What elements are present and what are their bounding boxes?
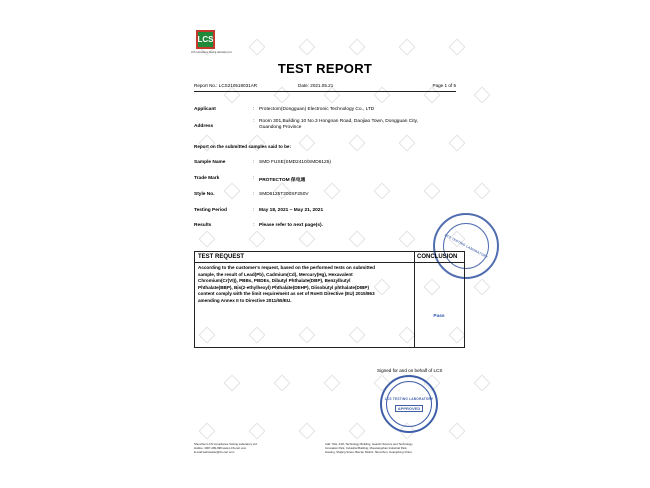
approval-stamp-text: LCS TESTING LABORATORY [384, 396, 434, 401]
style-no-value: SMD6125T200SF250V [259, 192, 309, 197]
watermark-diamond [424, 183, 441, 200]
results-value: Please refer to next page(s). [259, 223, 323, 228]
results-label: Results [194, 223, 212, 228]
report-page [183, 23, 489, 465]
watermark-diamond [199, 231, 216, 248]
report-date [298, 83, 333, 88]
watermark-diamond [474, 279, 491, 296]
address-line-2: Guandong Province [259, 125, 302, 130]
watermark-diamond [374, 87, 391, 104]
footer-hotline: Hotline: 4007-499-998 www.LCS-cert.com [194, 446, 247, 450]
colon: : [253, 223, 255, 228]
footer-address-1: Add: 7&G, 23/F, Technology Building, Guanlin Science and Technology [325, 442, 413, 446]
applicant-label: Applicant [194, 107, 216, 112]
request-line: sample, the result of Lead(Pb), Cadmium(Cd), Mercury(Hg), Hexavalent [198, 271, 353, 277]
watermark-diamond [199, 423, 216, 440]
watermark-diamond [249, 39, 266, 56]
watermark-diamond [249, 423, 266, 440]
trade-mark-label: Trade Mark [194, 176, 220, 181]
watermark-diamond [224, 87, 241, 104]
watermark-diamond [449, 423, 466, 440]
footer-address-3: Houting, Shajing Street, Bao'an District, Shenzhen, Guangdong China [325, 450, 412, 454]
watermark-diamond [474, 375, 491, 392]
colon: : [253, 192, 255, 197]
signed-on-behalf: Signed for and on behalf of LCS [377, 368, 443, 373]
watermark-diamond [324, 183, 341, 200]
footer-email: E-mail:webmaster@lcs-cert.com [194, 450, 235, 454]
report-number-label: Report No.: [194, 83, 218, 88]
watermark-diamond [349, 135, 366, 152]
report-number-value: LCS210518031AR [218, 83, 258, 88]
submitted-samples-heading: Report on the submitted samples said to be: [194, 144, 291, 149]
watermark-diamond [399, 39, 416, 56]
footer-right [325, 442, 413, 454]
report-number [194, 83, 257, 88]
approval-stamp-inner [386, 381, 432, 427]
conclusion-value: Pass [433, 314, 445, 319]
corner-stamp-text: LCS TESTING LABORATORY [443, 232, 489, 260]
request-line: amending Annex II to Directive 2011/65/EU. [198, 297, 292, 303]
approved-label: APPROVED [395, 405, 423, 412]
watermark-diamond [474, 87, 491, 104]
testing-period-label: Testing Period [194, 208, 227, 213]
test-request-text [198, 265, 411, 305]
watermark-diamond [299, 39, 316, 56]
address-line-1: Room 301,Building 10 No.3 Hongnan Road, Daojiao Town, Dongguan City, [259, 119, 419, 124]
conclusion-header: CONCLUSION [417, 254, 458, 260]
watermark-diamond [324, 87, 341, 104]
approval-stamp [380, 375, 438, 433]
header-divider [194, 91, 456, 92]
test-request-header: TEST REQUEST [198, 254, 245, 260]
lcs-logo [196, 30, 215, 49]
sample-name-label: Sample Name [194, 160, 226, 165]
colon: : [253, 176, 255, 181]
logo-text: LCS [197, 35, 214, 44]
watermark-diamond [349, 423, 366, 440]
request-line: Chromium(Cr(VI)), PBBs, PBDEs, Dibutyl Phthalate(DBP), Benzylbutyl [198, 278, 351, 284]
request-line: Phthalate(BBP), Bis(2-ethylhexyl) Phthalate(DEHP), Diisobutyl phthalate(DIBP) [198, 284, 370, 290]
watermark-diamond [349, 39, 366, 56]
watermark-diamond [449, 135, 466, 152]
watermark-diamond [324, 375, 341, 392]
page-title: TEST REPORT [277, 61, 373, 76]
watermark-diamond [224, 375, 241, 392]
colon: : [253, 208, 255, 213]
colon: : [253, 107, 255, 112]
watermark-diamond [274, 87, 291, 104]
request-line: content comply with the limit requirement as set of RoHS Directive (EU) 2015/863 [198, 291, 375, 297]
watermark-diamond [274, 375, 291, 392]
testing-period-value: May 18, 2021 ~ May 21, 2021 [259, 208, 324, 213]
watermark-diamond [299, 423, 316, 440]
watermark-diamond [299, 135, 316, 152]
colon: : [253, 119, 255, 124]
colon: : [253, 160, 255, 165]
applicant-value: Protectom(Dongguan) Electronic Technology Co., LTD [259, 107, 375, 112]
footer-left [194, 442, 258, 454]
style-no-label: Style No. [194, 192, 215, 197]
watermark-diamond [399, 135, 416, 152]
watermark-diamond [249, 231, 266, 248]
watermark-diamond [349, 231, 366, 248]
watermark-diamond [299, 231, 316, 248]
watermark-diamond [224, 183, 241, 200]
test-request-table [194, 251, 465, 348]
page-number: Page 1 of 5 [432, 83, 456, 88]
logo-caption: LCS Compliance Testing Laboratory Ltd [191, 52, 232, 54]
address-label: Address [194, 124, 214, 129]
table-column-divider [414, 252, 415, 347]
footer-address-2: Innovation Park, Industrial Building, Mouxiangshan Industrial Park, [325, 446, 408, 450]
watermark-diamond [474, 183, 491, 200]
watermark-diamond [399, 231, 416, 248]
sample-name-value: SMD FUSE(SMD2410/SMD6125) [259, 160, 331, 165]
report-date-label: Date: [298, 83, 309, 88]
request-line: According to the customer's request, based on the performed tests on submitted [198, 265, 375, 270]
report-date-value: 2021.05.21 [310, 83, 334, 88]
watermark-diamond [424, 87, 441, 104]
footer-company: Shenzhen LCS Compliance Testing Laboratory Ltd. [194, 442, 258, 446]
trade-mark-value: PROTECTOM 保电通 [259, 178, 306, 183]
watermark-diamond [374, 183, 391, 200]
watermark-diamond [449, 39, 466, 56]
